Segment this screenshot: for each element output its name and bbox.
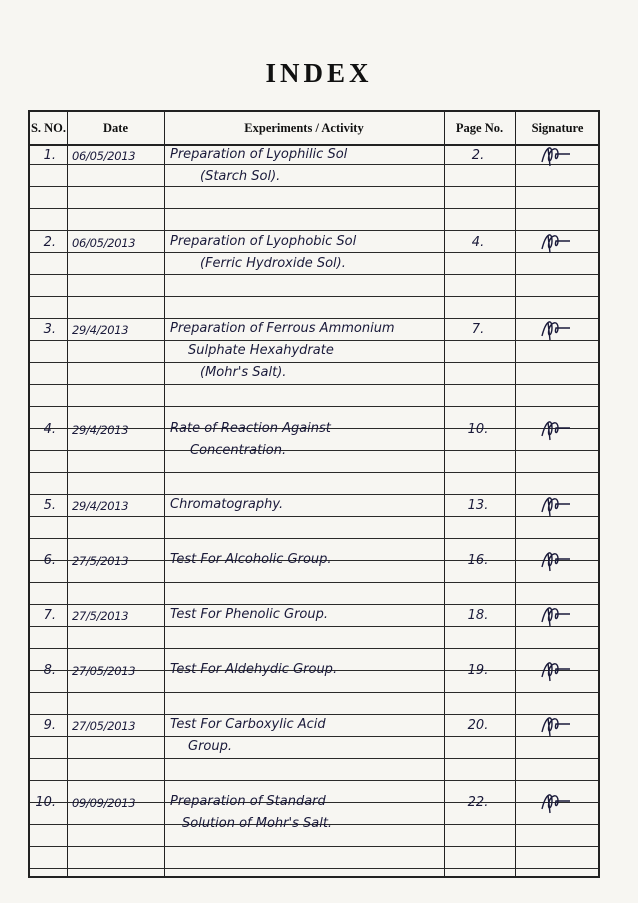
ruled-line: [30, 604, 598, 605]
header-rule: [30, 144, 598, 146]
ruled-line: [30, 516, 598, 517]
signature-scribble-icon: [538, 416, 574, 442]
entry-serial-number: 9.: [43, 718, 56, 733]
ruled-line: [30, 868, 598, 869]
entry-date: 27/5/2013: [72, 554, 129, 568]
entry-title-line: Preparation of Lyophilic Sol: [170, 147, 348, 162]
ruled-line: [30, 758, 598, 759]
entry-title-line: Solution of Mohr's Salt.: [182, 816, 333, 831]
entry-title-line: Test For Aldehydic Group.: [170, 662, 338, 677]
entry-title-line: (Mohr's Salt).: [200, 365, 287, 380]
ruled-line: [30, 318, 598, 319]
entry-page-number: 22.: [467, 795, 489, 810]
ruled-line: [30, 582, 598, 583]
entry-page-number: 7.: [471, 322, 485, 337]
entry-serial-number: 8.: [43, 663, 56, 678]
entry-date: 29/4/2013: [72, 423, 129, 437]
signature-scribble-icon: [538, 492, 574, 518]
entry-title-line: Group.: [188, 739, 232, 754]
entry-title-line: Rate of Reaction Against: [170, 421, 331, 436]
ruled-line: [30, 274, 598, 275]
ruled-line: [30, 164, 598, 165]
header-date: Date: [103, 121, 128, 135]
ruled-line: [30, 472, 598, 473]
ruled-line: [30, 252, 598, 253]
ruled-line: [30, 208, 598, 209]
entry-date: 06/05/2013: [72, 236, 136, 250]
entry-date: 27/05/2013: [72, 719, 136, 733]
entry-date: 29/4/2013: [72, 323, 129, 337]
ruled-line: [30, 626, 598, 627]
signature-scribble-icon: [538, 229, 574, 255]
entry-title-line: Concentration.: [190, 443, 287, 458]
entry-serial-number: 10.: [35, 795, 56, 810]
entry-title-line: Chromatography.: [170, 497, 284, 512]
ruled-line: [30, 362, 598, 363]
signature-scribble-icon: [538, 712, 574, 738]
signature-scribble-icon: [538, 657, 574, 683]
entry-title-line: Sulphate Hexahydrate: [188, 343, 334, 358]
entry-serial-number: 1.: [43, 148, 56, 163]
entry-date: 27/05/2013: [72, 664, 136, 678]
ruled-line: [30, 340, 598, 341]
entry-date: 29/4/2013: [72, 499, 129, 513]
signature-scribble-icon: [538, 316, 574, 342]
entry-page-number: 10.: [467, 422, 489, 437]
ruled-line: [30, 186, 598, 187]
header-experiment: Experiments / Activity: [244, 121, 364, 135]
entry-title-line: Test For Phenolic Group.: [170, 607, 329, 622]
entry-serial-number: 4.: [43, 422, 56, 437]
signature-scribble-icon: [538, 789, 574, 815]
entry-page-number: 2.: [471, 148, 485, 163]
entry-title-line: Test For Carboxylic Acid: [170, 717, 326, 732]
header-signature: Signature: [531, 121, 584, 135]
entry-serial-number: 3.: [43, 322, 56, 337]
ruled-line: [30, 648, 598, 649]
entry-date: 06/05/2013: [72, 149, 136, 163]
entry-title-line: Preparation of Ferrous Ammonium: [170, 321, 395, 336]
entry-page-number: 13.: [467, 498, 489, 513]
signature-scribble-icon: [538, 142, 574, 168]
ruled-line: [30, 450, 598, 451]
entry-title-line: (Starch Sol).: [200, 169, 281, 184]
entry-page-number: 18.: [467, 608, 489, 623]
entry-title-line: Test For Alcoholic Group.: [170, 552, 332, 567]
ruled-line: [30, 230, 598, 231]
ruled-line: [30, 538, 598, 539]
entry-serial-number: 6.: [43, 553, 56, 568]
header-page: Page No.: [455, 121, 504, 135]
entry-date: 27/5/2013: [72, 609, 129, 623]
signature-scribble-icon: [538, 547, 574, 573]
ruled-line: [30, 296, 598, 297]
entry-page-number: 4.: [471, 235, 485, 250]
ruled-line: [30, 780, 598, 781]
ruled-line: [30, 692, 598, 693]
ruled-line: [30, 384, 598, 385]
page-title: INDEX: [265, 58, 373, 88]
entry-page-number: 19.: [467, 663, 489, 678]
ruled-line: [30, 736, 598, 737]
entry-serial-number: 2.: [43, 235, 56, 250]
entry-page-number: 20.: [467, 718, 489, 733]
entry-title-line: Preparation of Lyophobic Sol: [170, 234, 357, 249]
entry-date: 09/09/2013: [72, 796, 136, 810]
index-table: [28, 110, 600, 878]
ruled-line: [30, 714, 598, 715]
ruled-line: [30, 494, 598, 495]
entry-title-line: Preparation of Standard: [170, 794, 326, 809]
entry-page-number: 16.: [467, 553, 489, 568]
ruled-line: [30, 846, 598, 847]
ruled-line: [30, 406, 598, 407]
signature-scribble-icon: [538, 602, 574, 628]
header-sno: S. NO.: [30, 121, 67, 135]
entry-serial-number: 7.: [43, 608, 56, 623]
entry-title-line: (Ferric Hydroxide Sol).: [200, 256, 346, 271]
entry-serial-number: 5.: [43, 498, 56, 513]
